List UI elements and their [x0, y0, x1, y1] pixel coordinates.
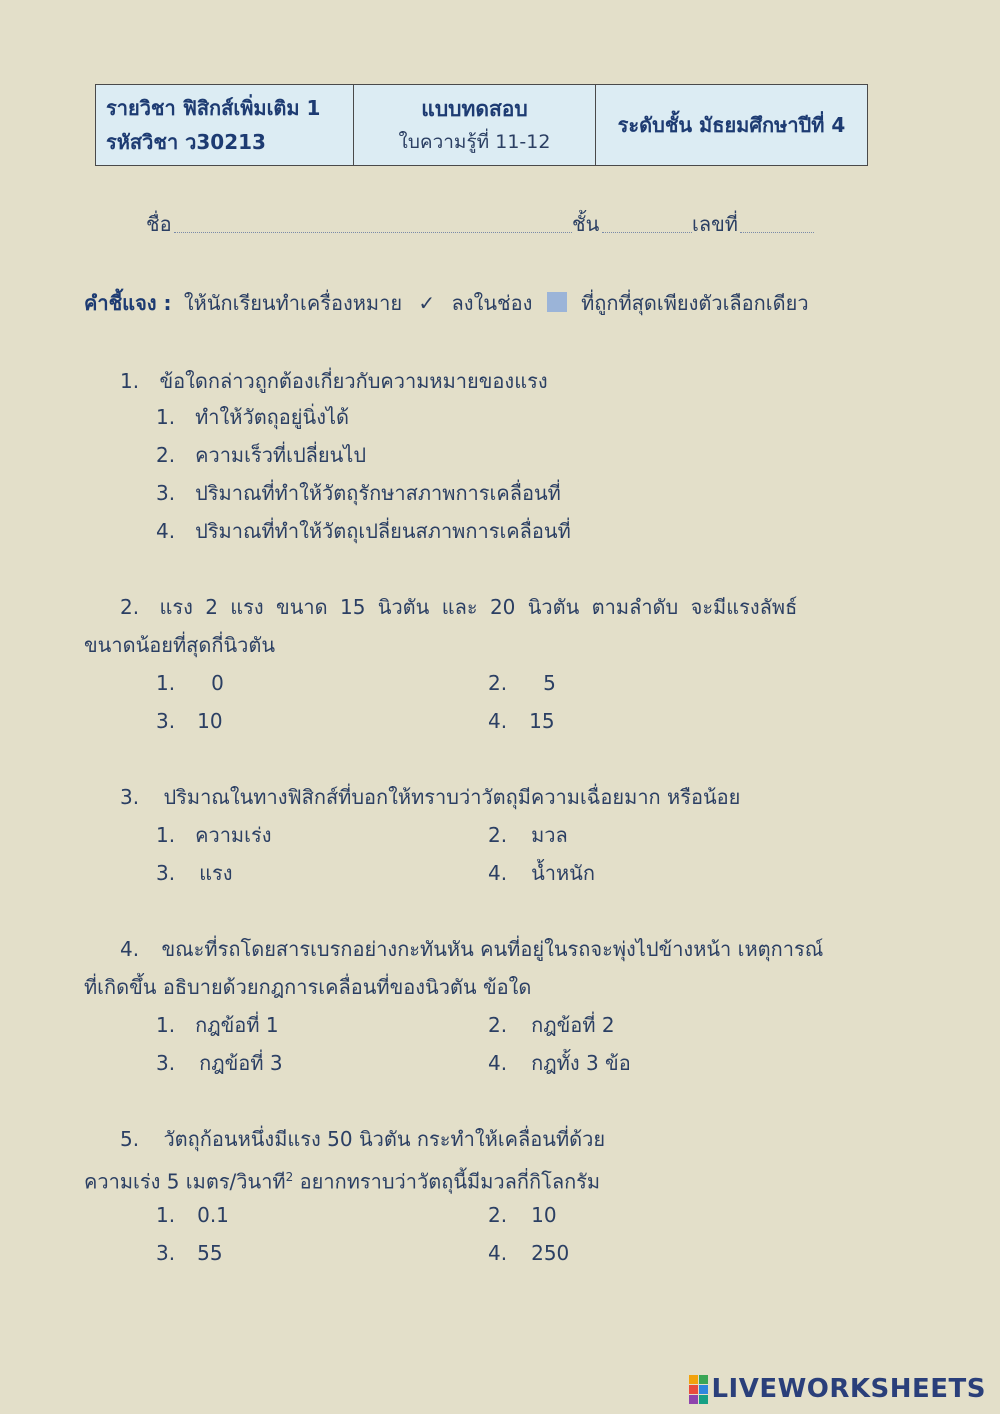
choice-5-4[interactable] [488, 1238, 569, 1268]
question-text: ข้อใดกล่าวถูกต้องเกี่ยวกับความหมายของแรง [159, 369, 548, 393]
choice-number: 4. [488, 1051, 508, 1075]
choice-number: 2. [488, 1203, 508, 1227]
choice-text: กฎข้อที่ 2 [531, 1013, 615, 1037]
choice-text: 10 [531, 1203, 557, 1227]
choice-4-1[interactable] [156, 1010, 279, 1040]
choice-4-2[interactable] [488, 1010, 615, 1040]
question-text-part: อยากทราบว่าวัตถุนี้มีมวลกี่กิโลกรัม [293, 1169, 601, 1194]
name-label: ชื่อ [146, 212, 172, 236]
question-number: 4. [120, 937, 140, 961]
choice-number: 1. [156, 823, 176, 847]
choice-number: 3. [156, 709, 176, 733]
question-text-part: ความเร่ง 5 เมตร/วินาที [84, 1169, 286, 1194]
choice-text: 15 [529, 709, 555, 733]
choice-number: 3. [156, 1241, 176, 1265]
choice-1-3[interactable] [156, 478, 561, 508]
choice-3-4[interactable] [488, 858, 595, 888]
test-subtitle: ใบความรู้ที่ 11-12 [398, 131, 551, 153]
choice-text: 10 [197, 709, 223, 733]
question-4-continued: ที่เกิดขึ้น อธิบายด้วยกฎการเคลื่อนที่ของนิวตัน ข้อใด [84, 975, 532, 999]
choice-text: 250 [531, 1241, 570, 1265]
question-text: ขณะที่รถโดยสารเบรกอย่างกะทันหัน คนที่อยู่ในรถจะพุ่งไปข้างหน้า เหตุการณ์ [161, 937, 824, 961]
question-2 [120, 592, 810, 622]
test-title: แบบทดสอบ [421, 97, 528, 121]
header-table [95, 84, 868, 166]
subject-code: รหัสวิชา ว30213 [106, 130, 266, 154]
question-5 [120, 1124, 605, 1154]
choice-number: 1. [156, 671, 176, 695]
question-1 [120, 366, 548, 396]
choice-number: 2. [488, 671, 508, 695]
level-cell [596, 85, 867, 165]
choice-number: 1. [156, 1013, 176, 1037]
superscript: 2 [285, 1170, 294, 1184]
choice-4-4[interactable] [488, 1048, 631, 1078]
question-3 [120, 782, 740, 812]
choice-5-3[interactable] [156, 1238, 223, 1268]
brand-name: LIVEWORKSHEETS [711, 1374, 986, 1404]
question-4 [120, 934, 823, 964]
choice-text: 0 [211, 671, 224, 695]
question-number: 1. [120, 369, 140, 393]
subject-cell [96, 85, 354, 165]
liveworksheets-brand[interactable] [689, 1374, 986, 1404]
grade-level: ระดับชั้น มัธยมศึกษาปีที่ 4 [617, 113, 846, 137]
number-label: เลขที่ [692, 212, 738, 236]
choice-text: กฎทั้ง 3 ข้อ [531, 1051, 631, 1075]
choice-3-1[interactable] [156, 820, 271, 850]
choice-text: 55 [197, 1241, 223, 1265]
choice-number: 3. [156, 1051, 176, 1075]
instruction-text-mid: ลงในช่อง [451, 291, 533, 315]
student-info-row [146, 204, 826, 238]
choice-text: ความเร่ง [195, 823, 272, 847]
choice-4-3[interactable] [156, 1048, 283, 1078]
choice-1-1[interactable] [156, 402, 349, 432]
choice-number: 1. [156, 405, 176, 429]
choice-text: แรง [199, 861, 233, 885]
choice-1-4[interactable] [156, 516, 571, 546]
choice-text: ความเร็วที่เปลี่ยนไป [195, 443, 367, 467]
choice-text: กฎข้อที่ 3 [199, 1051, 283, 1075]
choice-2-4[interactable] [488, 706, 555, 736]
choice-5-2[interactable] [488, 1200, 557, 1230]
instruction-text-after: ที่ถูกที่สุดเพียงตัวเลือกเดียว [581, 291, 809, 315]
choice-number: 3. [156, 861, 176, 885]
choice-number: 2. [156, 443, 176, 467]
choice-text: 0.1 [197, 1203, 229, 1227]
choice-number: 4. [488, 1241, 508, 1265]
question-text: แรง 2 แรง ขนาด 15 นิวตัน และ 20 นิวตัน ตามลำดับ จะมีแรงลัพธ์ [159, 595, 798, 619]
title-cell [354, 85, 596, 165]
class-label: ชั้น [572, 212, 600, 236]
choice-text: ปริมาณที่ทำให้วัตถุรักษาสภาพการเคลื่อนที่ [195, 481, 561, 505]
liveworksheets-logo-icon [689, 1375, 708, 1404]
instruction-text-before: ให้นักเรียนทำเครื่องหมาย [183, 291, 403, 315]
name-field[interactable] [174, 232, 572, 233]
subject-name: รายวิชา ฟิสิกส์เพิ่มเติม 1 [106, 96, 321, 120]
number-field[interactable] [740, 232, 814, 233]
choice-3-3[interactable] [156, 858, 233, 888]
instruction-label: คำชี้แจง : [84, 291, 172, 315]
question-number: 3. [120, 785, 140, 809]
choice-2-3[interactable] [156, 706, 223, 736]
check-mark-icon: ✓ [418, 291, 436, 315]
instruction [84, 288, 809, 318]
choice-number: 4. [488, 709, 508, 733]
choice-3-2[interactable] [488, 820, 568, 850]
question-2-continued: ขนาดน้อยที่สุดกี่นิวตัน [84, 633, 276, 657]
choice-text: 5 [543, 671, 556, 695]
choice-number: 2. [488, 1013, 508, 1037]
question-number: 2. [120, 595, 140, 619]
choice-2-2[interactable] [488, 668, 556, 698]
choice-number: 1. [156, 1203, 176, 1227]
choice-number: 4. [488, 861, 508, 885]
choice-text: กฎข้อที่ 1 [195, 1013, 279, 1037]
choice-5-1[interactable] [156, 1200, 229, 1230]
choice-text: ปริมาณที่ทำให้วัตถุเปลี่ยนสภาพการเคลื่อนที่ [195, 519, 571, 543]
choice-number: 4. [156, 519, 176, 543]
choice-text: น้ำหนัก [531, 861, 595, 885]
choice-1-2[interactable] [156, 440, 366, 470]
choice-text: ทำให้วัตถุอยู่นิ่งได้ [195, 405, 349, 429]
choice-number: 2. [488, 823, 508, 847]
choice-text: มวล [531, 823, 568, 847]
question-text: วัตถุก้อนหนึ่งมีแรง 50 นิวตัน กระทำให้เคลื่อนที่ด้วย [163, 1127, 606, 1151]
question-text: ปริมาณในทางฟิสิกส์ที่บอกให้ทราบว่าวัตถุมีความเฉื่อยมาก หรือน้อย [163, 785, 741, 809]
class-field[interactable] [602, 232, 692, 233]
answer-box-icon [547, 292, 567, 312]
question-5-continued [84, 1162, 600, 1197]
choice-2-1[interactable] [156, 668, 224, 698]
choice-number: 3. [156, 481, 176, 505]
question-number: 5. [120, 1127, 140, 1151]
